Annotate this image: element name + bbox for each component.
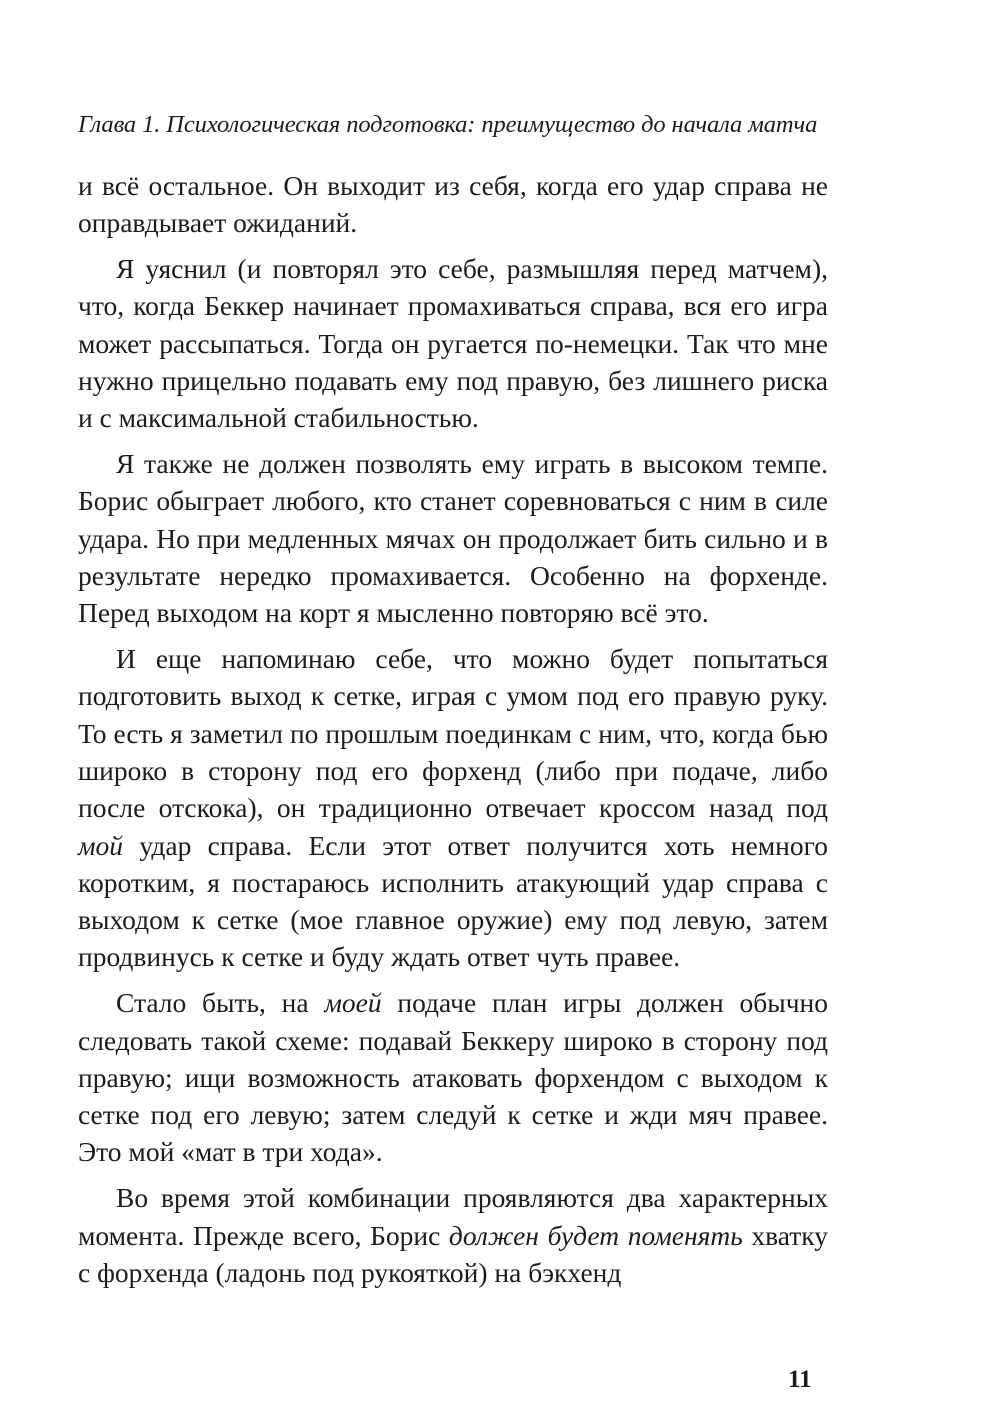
text-segment: хватку с форхенда (ладонь под рукояткой) на бэкхенд	[78, 1219, 828, 1288]
text-segment: И еще напоминаю себе, что можно будет попытаться подготовить выход к сетке, играя с умом под его правую руку. То есть я заметил по прошлым поединкам с ним, что, когда бью широко в сторону под его форхенд (либо при подаче, либо после отскока), он традиционно отвечает кроссом назад под	[78, 643, 828, 824]
text-segment: подаче план игры должен обычно следовать такой схеме: подавай Беккеру широко в сторону под правую; ищи возможность атаковать форхендом с выходом к сетке под его левую; затем следуй к сетке и жди мяч правее. Это мой «мат в три хода».	[78, 987, 828, 1168]
paragraph-1	[78, 167, 828, 242]
text-segment: Я уяснил (и повторял это себе, размышляя перед матчем), что, когда Беккер начинает промахиваться справа, вся его игра может рассыпаться. Тогда он ругается по-немецки. Так что мне нужно прицельно подавать ему под правую, без лишнего риска и с максимальной стабильностью.	[78, 253, 828, 434]
running-header: Глава 1. Психологическая подготовка: преимущество до начала матча	[78, 111, 818, 138]
text-segment: удар справа. Если этот ответ получится хоть немного коротким, я постараюсь исполнить атакующий удар справа с выходом к сетке (мое главное оружие) ему под левую, затем продвинусь к сетке и буду ждать ответ чуть правее.	[78, 829, 828, 973]
body-text	[78, 167, 828, 1300]
text-segment: Стало быть, на	[116, 987, 325, 1019]
text-segment: Во время этой комбинации проявляются два характерных момента. Прежде всего, Борис	[78, 1182, 828, 1251]
page-number: 11	[788, 1366, 812, 1393]
text-segment: и всё остальное. Он выходит из себя, когда его удар справа не оправдывает ожиданий.	[78, 170, 828, 239]
paragraph-2	[78, 250, 828, 436]
paragraph-4	[78, 640, 828, 976]
paragraph-3	[78, 445, 828, 631]
paragraph-5	[78, 984, 828, 1170]
emphasis: должен будет поменять	[448, 1219, 743, 1251]
paragraph-6	[78, 1179, 828, 1291]
emphasis: моей	[324, 987, 382, 1019]
text-segment: Я также не должен позволять ему играть в высоком темпе. Борис обыграет любого, кто станет соревноваться с ним в силе удара. Но при медленных мячах он продолжает бить сильно и в результате нередко промахивается. Особенно на форхенде. Перед выходом на корт я мысленно повторяю всё это.	[78, 448, 828, 629]
emphasis: мой	[78, 829, 124, 861]
